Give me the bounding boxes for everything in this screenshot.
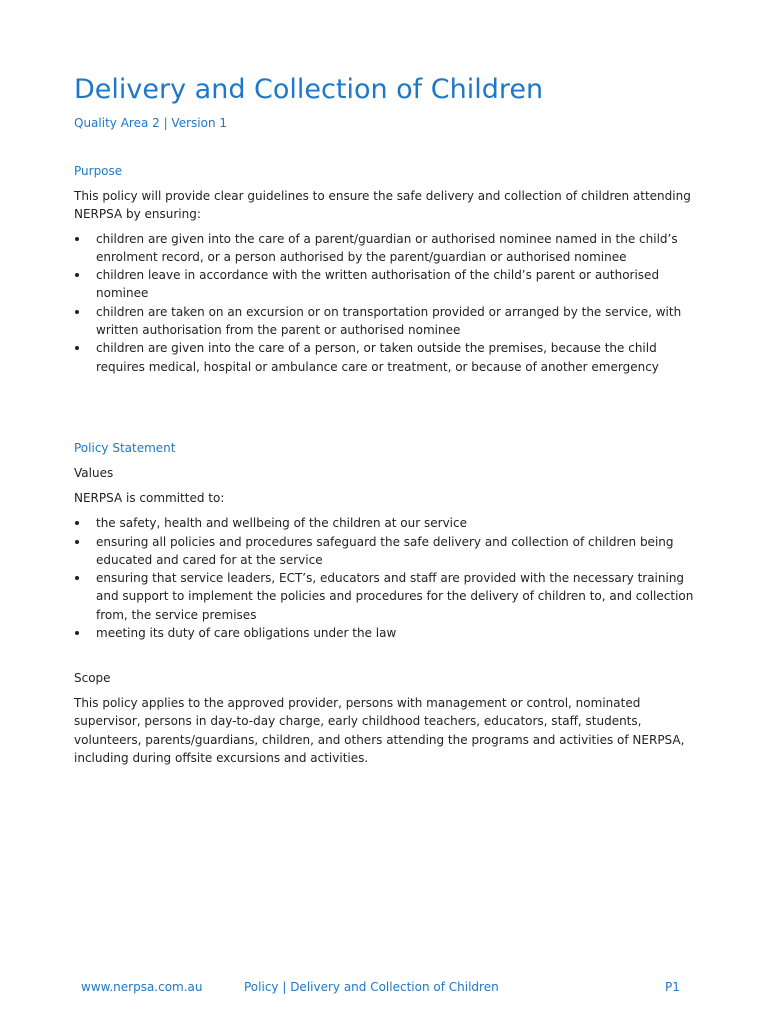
bullet-icon [75,521,79,525]
list-item: meeting its duty of care obligations under the law [74,624,704,642]
bullet-icon [75,346,79,350]
purpose-intro: This policy will provide clear guidelines to ensure the safe delivery and collection of children attending NERPSA by ensuring: [74,189,691,222]
list-item: the safety, health and wellbeing of the children at our service [74,514,704,532]
page-title: Delivery and Collection of Children [74,74,544,105]
purpose-list [74,230,704,376]
values-heading: Values [74,466,114,480]
list-item: ensuring that service leaders, ECT’s, educators and staff are provided with the necessary training and support to implement the policies and procedures for the delivery of children to, and collection from, the service premises [74,569,704,624]
bullet-icon [75,576,79,580]
document-subtitle: Quality Area 2 | Version 1 [74,116,228,130]
list-item: children leave in accordance with the written authorisation of the child’s parent or authorised nominee [74,266,704,303]
list-item: ensuring all policies and procedures safeguard the safe delivery and collection of children being educated and cared for at the service [74,533,704,570]
values-list [74,514,704,642]
page-footer [0,978,770,996]
list-item: children are given into the care of a person, or taken outside the premises, because the child requires medical, hospital or ambulance care or treatment, or because of another emergency [74,339,704,376]
scope-heading: Scope [74,671,111,685]
purpose-section [74,162,704,376]
bullet-icon [75,631,79,635]
bullet-icon [75,540,79,544]
purpose-heading: Purpose [74,164,123,178]
policy-statement-section [74,439,704,642]
list-item: children are given into the care of a parent/guardian or authorised nominee named in the child’s enrolment record, or a person authorised by the parent/guardian or authorised nominee [74,230,704,267]
bullet-icon [75,273,79,277]
policy-statement-heading: Policy Statement [74,441,176,455]
footer-page-number: P1 [665,980,680,994]
list-item: children are taken on an excursion or on transportation provided or arranged by the service, with written authorisation from the parent or authorised nominee [74,303,704,340]
bullet-icon [75,237,79,241]
scope-section [74,669,704,767]
bullet-icon [75,310,79,314]
footer-website-link[interactable]: www.nerpsa.com.au [81,980,203,994]
values-intro: NERPSA is committed to: [74,491,225,505]
scope-text: This policy applies to the approved provider, persons with management or control, nominated supervisor, persons in day-to-day charge, early childhood teachers, educators, staff, students, volunteers, parents/guardians, children, and others attending the programs and activities of NERPSA, including during offsite excursions and activities. [74,696,685,765]
footer-document-label: Policy | Delivery and Collection of Children [244,980,499,994]
